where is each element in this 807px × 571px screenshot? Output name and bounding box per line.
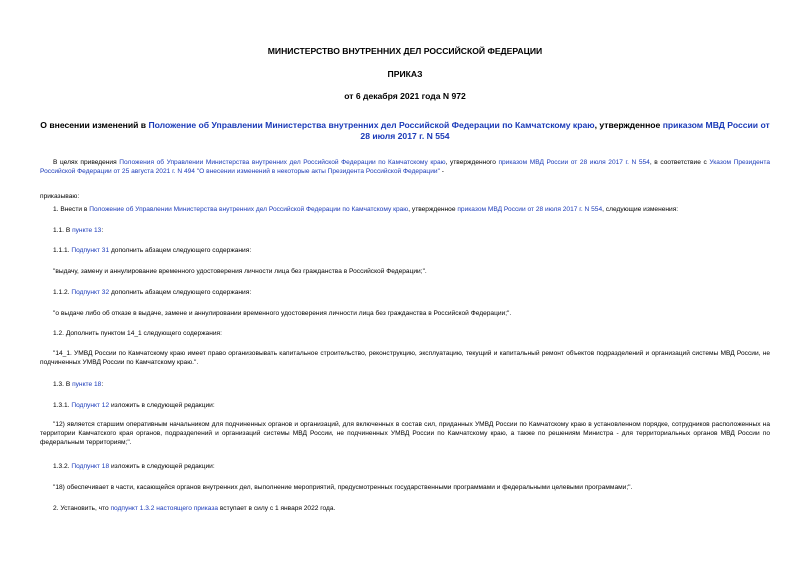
p1-link-order[interactable]: приказом МВД России от 28 июля 2017 г. N 554: [457, 206, 603, 213]
p1-1-text-1: 1.1. В: [53, 227, 73, 234]
quote-5: "18) обеспечивает в части, касающейся органов внутренних дел, выполнение мероприятий, предусмотренных государственными программами и федеральными целевыми программами;".: [53, 484, 633, 491]
doc-date-heading: от 6 декабря 2021 года N 972: [344, 91, 466, 101]
intro-text-2: , утвержденного: [445, 159, 499, 166]
p1-3-1-text-2: изложить в следующей редакции:: [109, 402, 215, 409]
p1-1-1-link[interactable]: Подпункт 31: [71, 247, 110, 254]
order-word: приказываю:: [40, 193, 80, 200]
intro-link-regulation[interactable]: Положения об Управлении Министерства внутренних дел Российской Федерации по Камчатскому краю: [119, 159, 446, 166]
p1-3-link[interactable]: пункте 18: [72, 381, 102, 388]
intro-link-order[interactable]: приказом МВД России от 28 июля 2017 г. N 554: [498, 159, 650, 166]
title-text-2: , утвержденное: [594, 120, 663, 130]
title-link-order[interactable]: приказом МВД России от 28 июля 2017 г. N 554: [360, 120, 770, 141]
p1-3-2-text-1: 1.3.2.: [53, 463, 72, 470]
intro-paragraph: [40, 158, 770, 176]
p1-1-1-text-2: дополнить абзацем следующего содержания:: [109, 247, 252, 254]
paragraph-1-3: [40, 380, 770, 389]
doc-title: [40, 120, 770, 142]
intro-link-decree[interactable]: Указом Президента Российской Федерации от 25 августа 2021 г. N 494 "О внесении изменений в некоторые акты Президента Российской Федерации": [40, 159, 770, 175]
quote-2: "о выдаче либо об отказе в выдаче, замене и аннулировании временного удостоверения личности лица без гражданства в Российской Федерации;".: [53, 310, 512, 317]
p2-link[interactable]: подпункт 1.3.2 настоящего приказа: [110, 505, 219, 512]
p2-text-2: вступает в силу с 1 января 2022 года.: [218, 505, 336, 512]
p1-3-2-link[interactable]: Подпункт 18: [71, 463, 110, 470]
doc-type-heading: ПРИКАЗ: [387, 69, 423, 79]
p1-3-text-2: :: [101, 381, 104, 388]
paragraph-1-3-1: [40, 401, 770, 410]
quote-3: "14_1. УМВД России по Камчатскому краю имеет право организовывать капитальное строительство, реконструкцию, эксплуатацию, текущий и капитальный ремонт объектов подразделений и организаций системы МВД России, не подчиненных УМВД России по Камчатскому краю.".: [40, 350, 770, 366]
intro-text-1: В целях приведения: [53, 159, 120, 166]
title-link-regulation[interactable]: Положение об Управлении Министерства внутренних дел Российской Федерации по Камчатскому краю: [148, 120, 595, 130]
intro-text-3: , в соответствие с: [649, 159, 710, 166]
p1-1-1-text-1: 1.1.1.: [53, 247, 72, 254]
p1-1-text-2: :: [101, 227, 104, 234]
paragraph-1-1-2: [40, 288, 770, 297]
p1-link-regulation[interactable]: Положение об Управлении Министерства внутренних дел Российской Федерации по Камчатскому краю: [89, 206, 409, 213]
paragraph-1-1-1: [40, 246, 770, 255]
paragraph-1-1: [40, 226, 770, 235]
p1-text-3: , следующие изменения:: [602, 206, 679, 213]
p1-1-2-text-2: дополнить абзацем следующего содержания:: [109, 289, 252, 296]
p1-1-2-text-1: 1.1.2.: [53, 289, 72, 296]
intro-text-4: -: [439, 168, 444, 175]
p1-1-link[interactable]: пункте 13: [72, 227, 102, 234]
quote-1: "выдачу, замену и аннулирование временного удостоверения личности лица без гражданства в Российской Федерации;".: [53, 268, 427, 275]
p1-text-2: , утвержденное: [408, 206, 458, 213]
p1-3-2-text-2: изложить в следующей редакции:: [109, 463, 215, 470]
p1-3-text-1: 1.3. В: [53, 381, 73, 388]
p2-text-1: 2. Установить, что: [53, 505, 111, 512]
p1-1-2-link[interactable]: Подпункт 32: [71, 289, 110, 296]
paragraph-1-3-2: [40, 462, 770, 471]
paragraph-2: [40, 504, 770, 513]
p1-text-1: 1. Внести в: [53, 206, 90, 213]
paragraph-1: [40, 205, 770, 214]
ministry-heading: МИНИСТЕРСТВО ВНУТРЕННИХ ДЕЛ РОССИЙСКОЙ ФЕДЕРАЦИИ: [267, 46, 543, 56]
title-text-1: О внесении изменений в: [40, 120, 149, 130]
p1-3-1-link[interactable]: Подпункт 12: [71, 402, 110, 409]
p1-3-1-text-1: 1.3.1.: [53, 402, 72, 409]
paragraph-1-2: 1.2. Дополнить пунктом 14_1 следующего содержания:: [53, 330, 222, 337]
quote-4: "12) является старшим оперативным начальником для подчиненных органов и организаций, для включенных в состав сил, приданных УМВД России по Камчатскому краю в установленном порядке, сотрудников расположенных на территории Камчатского края органов, подразделений и организаций системы МВД России, не подчиненных УМВД России по Камчатскому краю, а также по решениям Министра - для территориальных органов МВД России по федеральным территориям;".: [40, 421, 770, 446]
